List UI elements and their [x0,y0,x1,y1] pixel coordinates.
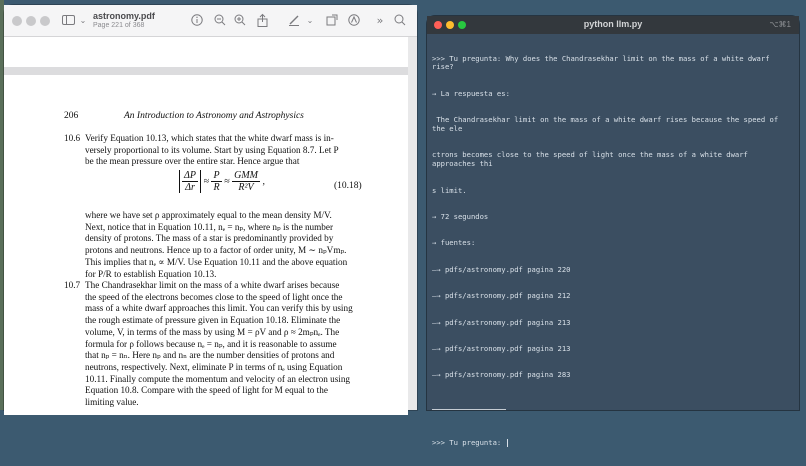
text-line: density of protons. The mass of a star is predominantly provided by [85,233,334,244]
terminal-shortcut: ⌥⌘1 [769,20,791,29]
rotate-icon[interactable] [324,12,340,28]
document-title: astronomy.pdf [93,11,155,21]
pdf-page [4,75,408,415]
page-indicator: Page 221 of 368 [93,22,145,29]
text-line: The Chandrasekhar limit on the mass of a white dwarf arises because [85,280,340,290]
terminal-window [427,16,799,448]
page-number: 206 [64,111,79,121]
previous-page-bottom [4,37,408,67]
terminal-line: >>> Tu pregunta: Why does the Chandrasekhar limit on the mass of a white dwarf rise? [432,53,774,72]
terminal-separator [432,409,506,410]
pdf-toolbar [4,5,417,37]
scrollbar[interactable] [409,37,417,410]
more-chevron-icon[interactable]: » [376,13,384,27]
prompt-text: >>> Tu pregunta: [432,438,506,448]
terminal-output[interactable] [427,34,799,466]
equation-number: (10.18) [334,181,362,191]
zoom-out-icon[interactable] [212,12,228,28]
text-line: versely proportional to its volume. Start by using Equation 8.7. Let P [85,144,339,155]
annotate-icon[interactable] [346,12,362,28]
terminal-line: → fuentes: [432,238,476,248]
zoom-in-icon[interactable] [232,12,248,28]
text-line: for P/R to establish Equation 10.13. [85,268,217,279]
text-line: Next, notice that in Equation 10.11, nₑ = nₚ, where nₚ is the number [85,221,334,232]
text-cursor [507,439,508,447]
terminal-title: python llm.py [583,19,643,29]
terminal-line: —→ pdfs/astronomy.pdf pagina 213 [432,317,571,327]
info-icon[interactable] [189,12,205,28]
exercise-10-6-intro [85,133,362,168]
text-line: This implies that nₑ ∝ M/V. Use Equation 10.11 and the above equation [85,256,348,267]
zoom-button[interactable] [40,16,50,26]
chevron-down-icon[interactable]: ⌄ [79,15,87,25]
terminal-prompt[interactable] [432,439,795,448]
text-line: neutrons, respectively. Next, eliminate P in terms of nₑ using Equation [85,361,343,372]
exercise-10-7-body [85,280,362,409]
terminal-titlebar [427,16,799,34]
text-line: 10.11. Finally compute the momentum and velocity of an electron using [85,373,351,384]
text-line: the rough estimate of pressure given in Equation 10.18. Eliminate the [85,315,341,326]
exercise-number: 10.6 [64,133,81,143]
exercise-10-6-body [85,210,362,280]
text-line: be the mean pressure over the entire star. Hence argue that [85,156,300,167]
page-separator [4,67,408,75]
terminal-line: —→ pdfs/astronomy.pdf pagina 212 [432,291,571,301]
terminal-line: → La respuesta es: [432,88,510,98]
sidebar-toggle-icon[interactable] [60,12,76,28]
search-icon[interactable] [392,12,408,28]
text-line: volume, V, in terms of the mass by using M = ρV and ρ ≈ 2mₚnₑ. The [85,326,340,337]
terminal-line: —→ pdfs/astronomy.pdf pagina 283 [432,370,571,380]
text-line: that nₚ = nₙ. Here nₚ and nₙ are the number densities of protons and [85,350,335,361]
terminal-line: s limit. [432,185,467,195]
text-line: formula for ρ follows because nₑ = nₚ, and it is reasonable to assume [85,338,337,349]
markup-pen-icon[interactable] [286,12,302,28]
terminal-line: → 72 segundos [432,211,489,221]
text-line: the speed of the electrons becomes close to the speed of light once the [85,291,343,302]
terminal-line: —→ pdfs/astronomy.pdf pagina 220 [432,264,571,274]
exercise-number: 10.7 [64,280,81,290]
share-icon[interactable] [254,12,270,28]
terminal-line: —→ pdfs/astronomy.pdf pagina 213 [432,343,571,353]
terminal-line: ctrons becomes close to the speed of light once the mass of a white dwarf approaches thi [432,150,753,169]
markup-chevron-icon[interactable]: ⌄ [306,15,314,25]
terminal-line: The Chandrasekhar limit on the mass of a white dwarf rises because the speed of the ele [432,115,783,133]
minimize-button[interactable] [26,16,36,26]
close-button[interactable] [12,16,22,26]
equation-10-18: $\frac{\Delta P}{\Delta r}$ ≈ $\frac{P}{R}$ ≈ $\frac{\text{GMM}}{\text{R²V}}$ , [179,170,265,193]
text-line: mass of a white dwarf approaches this limit. You can verify this by using [85,303,353,314]
text-line: protons and neutrons. Hence up to a factor of order unity, M ∼ nₚVmₚ. [85,245,347,256]
text-line: where we have set ρ approximately equal to the mean density M/V. [85,210,332,220]
running-head: An Introduction to Astronomy and Astrophysics [124,111,304,121]
text-line: Equation 10.8. Compare with the speed of light for M equal to the [85,385,328,396]
pdf-viewer-window [4,5,417,410]
text-line: Verify Equation 10.13, which states that the white dwarf mass is in- [85,133,334,143]
text-line: limiting value. [85,397,139,408]
